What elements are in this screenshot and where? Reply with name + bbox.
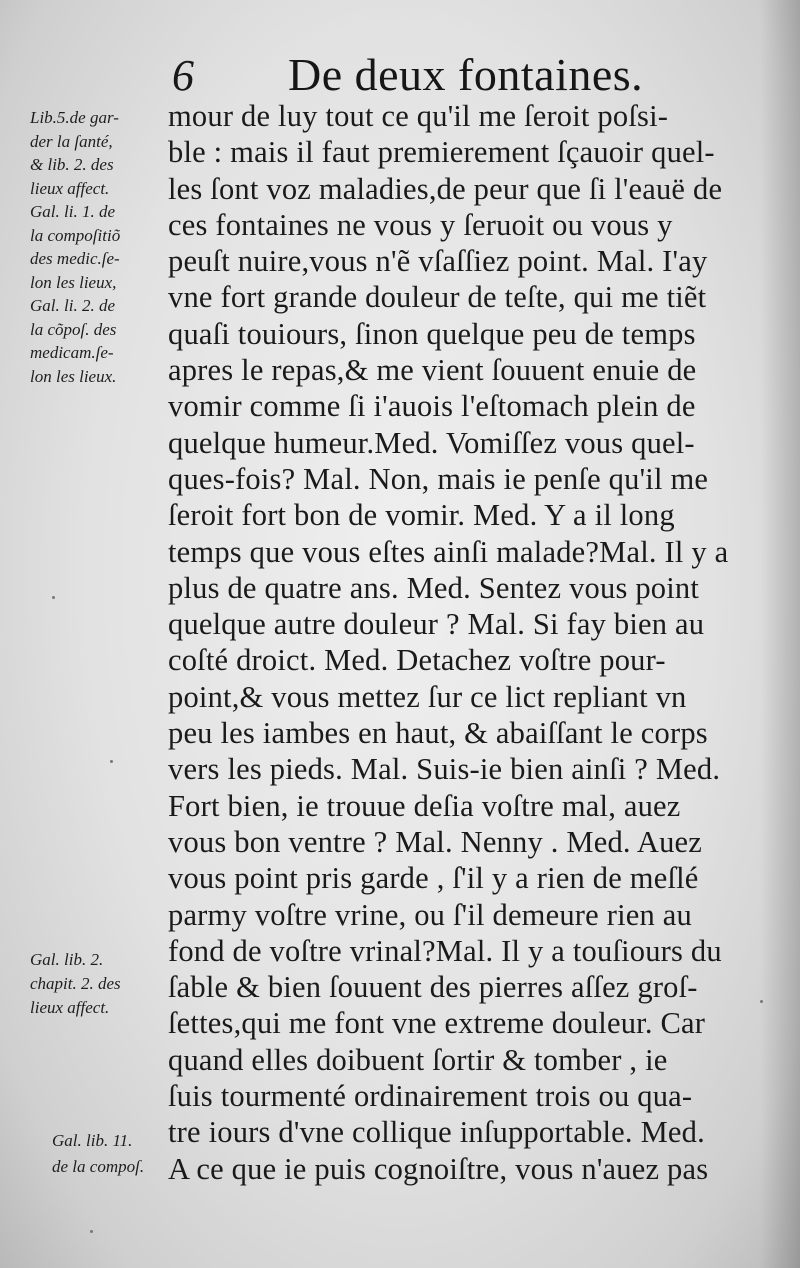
text-line: peuſt nuire,vous n'ẽ vſaſſiez point. Mal. I'ay: [168, 244, 708, 279]
text-line: fond de voſtre vrinal?Mal. Il y a touſiours du: [168, 933, 722, 968]
text-line: peu les iambes en haut, & abaiſſant le corps: [168, 716, 708, 751]
text-line: temps que vous eſtes ainſi malade?Mal. Il y a: [168, 534, 729, 569]
paper-speck: [110, 760, 113, 763]
paper-speck: [760, 1000, 763, 1003]
text-line: les ſont voz maladies,de peur que ſi l'eauë de: [168, 171, 723, 206]
text-line: ces fontaines ne vous y ſeruoit ou vous y: [168, 207, 673, 242]
text-line: ſuis tourmenté ordinairement trois ou qua-: [168, 1079, 693, 1114]
text-line: coſté droict. Med. Detachez voſtre pour-: [168, 643, 666, 678]
text-line: quelque humeur.Med. Vomiſſez vous quel-: [168, 425, 695, 460]
text-line: vers les pieds. Mal. Suis-ie bien ainſi ? Med.: [168, 752, 721, 787]
text-line: ſettes,qui me font vne extreme douleur. Car: [168, 1006, 706, 1041]
margin-note-line: & lib. 2. des: [30, 155, 114, 174]
text-line: tre iours d'vne collique inſupportable. Med.: [168, 1115, 705, 1150]
text-line: quelque autre douleur ? Mal. Si fay bien au: [168, 607, 705, 642]
running-title: De deux fontaines.: [288, 49, 644, 100]
margin-note-line: lon les lieux.: [30, 366, 117, 386]
text-line: parmy voſtre vrine, ou ſ'il demeure rien au: [168, 897, 692, 932]
text-line: mour de luy tout ce qu'il me ſeroit poſsi-: [168, 99, 669, 133]
text-line: ques-fois? Mal. Non, mais ie penſe qu'il me: [168, 461, 709, 496]
margin-note-middle: [30, 948, 168, 1020]
paper-speck: [52, 596, 55, 599]
text-line: ble : mais il faut premierement ſçauoir quel-: [168, 135, 715, 170]
text-line: Fort bien, ie trouue deſia voſtre mal, auez: [168, 788, 681, 823]
text-line: ſable & bien ſouuent des pierres aſſez groſ-: [168, 970, 698, 1005]
margin-note-line: lieux affect.: [30, 178, 110, 198]
margin-note-line: Gal. li. 1. de: [30, 202, 115, 221]
text-line: A ce que ie puis cognoiſtre, vous n'auez pas: [168, 1151, 709, 1186]
body-text: [168, 98, 768, 1187]
text-line: point,& vous mettez ſur ce lict repliant vn: [168, 679, 687, 714]
margin-note-line: des medic.ſe-: [30, 249, 120, 268]
margin-note-line: der la ſanté,: [30, 131, 113, 151]
text-line: quand elles doibuent ſortir & tomber , ie: [168, 1042, 668, 1077]
margin-note-top: [30, 106, 168, 388]
paper-speck: [90, 1230, 93, 1233]
margin-note-line: de la compoſ.: [52, 1157, 145, 1176]
text-line: vous bon ventre ? Mal. Nenny . Med. Auez: [168, 824, 703, 859]
text-line: vne fort grande douleur de teſte, qui me tiẽt: [168, 280, 707, 315]
margin-note-line: Gal. lib. 2.: [30, 950, 104, 969]
margin-note-line: lieux affect.: [30, 998, 110, 1017]
text-line: apres le repas,& me vient ſouuent enuie de: [168, 353, 697, 388]
margin-note-line: chapit. 2. des: [30, 974, 121, 993]
margin-note-line: Gal. lib. 11.: [52, 1131, 133, 1150]
margin-note-line: Gal. li. 2. de: [30, 296, 115, 315]
margin-note-line: lon les lieux,: [30, 272, 117, 292]
margin-note-line: la compoſitiõ: [30, 225, 121, 245]
margin-note-line: medicam.ſe-: [30, 343, 114, 362]
text-line: ſeroit fort bon de vomir. Med. Y a il long: [168, 498, 675, 533]
text-line: vous point pris garde , ſ'il y a rien de meſlé: [168, 861, 699, 896]
text-line: plus de quatre ans. Med. Sentez vous point: [168, 570, 700, 605]
margin-note-line: Lib.5.de gar-: [30, 108, 119, 127]
page-number: 6: [172, 51, 194, 100]
margin-note-line: la cõpoſ. des: [30, 319, 117, 339]
text-line: vomir comme ſi i'auois l'eſtomach plein de: [168, 389, 696, 424]
text-line: quaſi touiours, ſinon quelque peu de temps: [168, 316, 696, 351]
